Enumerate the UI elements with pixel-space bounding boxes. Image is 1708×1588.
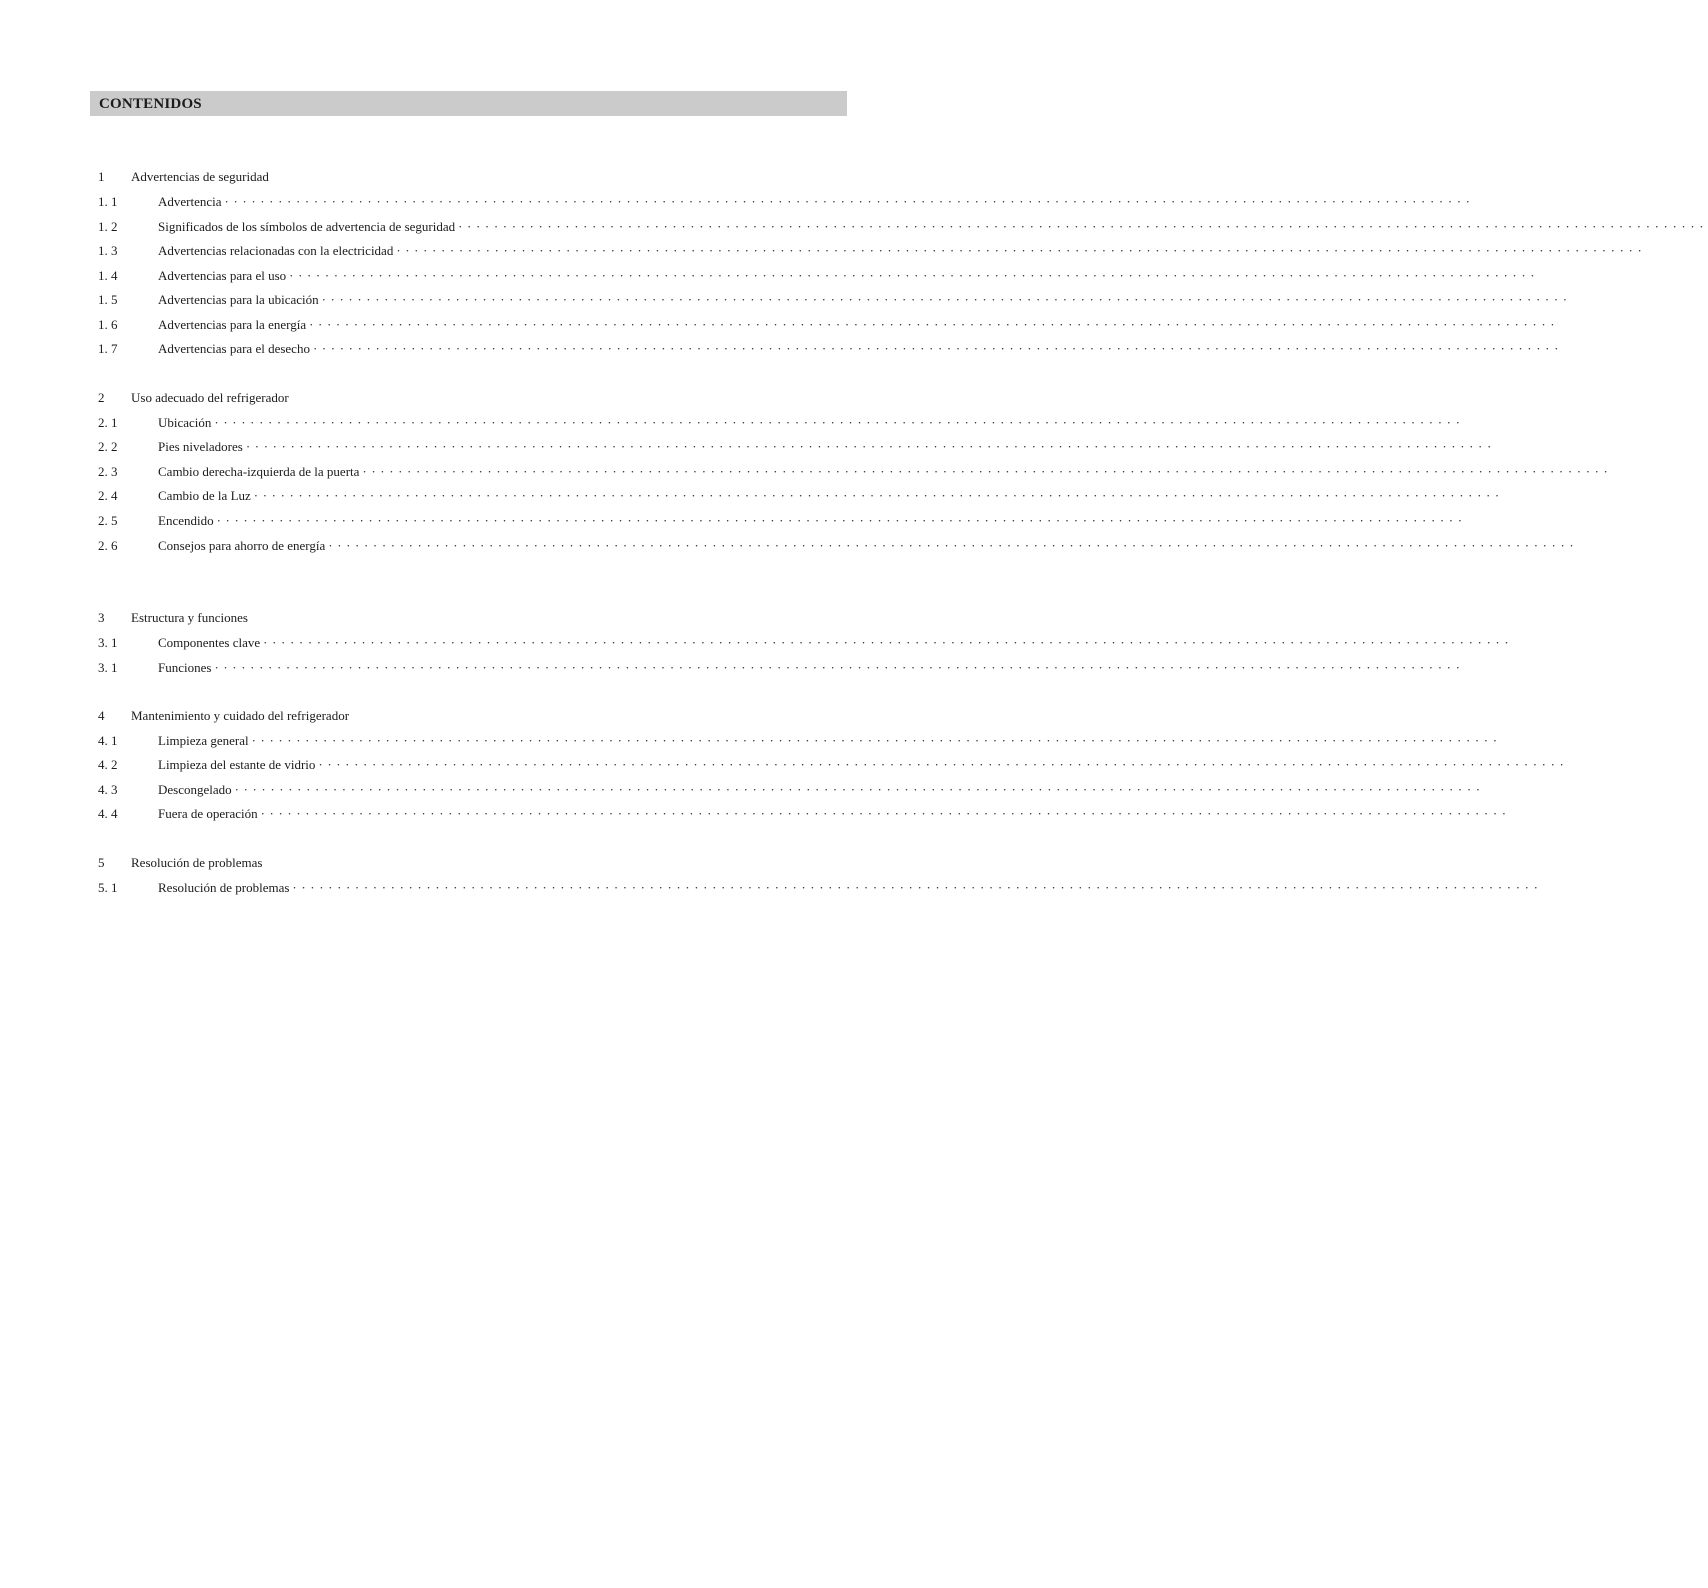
toc-entry-1-6[interactable] xyxy=(98,314,1560,334)
toc-entry-2-2[interactable] xyxy=(98,436,1496,456)
toc-entry-2-5[interactable] xyxy=(98,510,1467,530)
toc-entry-4-4[interactable] xyxy=(98,803,1511,823)
section-title: Estructura y funciones xyxy=(131,610,248,625)
dot-leader: ············································································································································ xyxy=(292,880,1543,895)
toc-entry-1-1[interactable] xyxy=(98,191,1475,211)
entry-label: Advertencias para el desecho xyxy=(158,341,310,356)
page-title: CONTENIDOS xyxy=(99,96,202,112)
toc-entry-3-1[interactable] xyxy=(98,632,1514,652)
toc-section-5[interactable] xyxy=(98,852,772,872)
toc-entry-4-3[interactable] xyxy=(98,779,1485,799)
section-title: Advertencias de seguridad xyxy=(131,169,269,184)
entry-number: 1. 6 xyxy=(98,317,118,332)
toc-entry-2-4[interactable] xyxy=(98,485,1504,505)
toc-entry-5-1[interactable] xyxy=(98,877,1543,897)
entry-label: Significados de los símbolos de advertencia de seguridad xyxy=(158,219,456,234)
dot-leader: ············································································································································ xyxy=(214,660,1465,675)
entry-number: 4. 1 xyxy=(98,733,118,748)
entry-number: 4. 2 xyxy=(98,757,118,772)
dot-leader: ············································································································································ xyxy=(234,782,1485,797)
entry-label: Advertencias para la energía xyxy=(158,317,307,332)
dot-leader: ············································································································································ xyxy=(289,268,1540,283)
entry-label: Ubicación xyxy=(158,415,212,430)
entry-label: Funciones xyxy=(158,660,212,675)
entry-number: 2. 5 xyxy=(98,513,118,528)
entry-label: Pies niveladores xyxy=(158,439,243,454)
section-number: 1 xyxy=(98,169,105,184)
entry-label: Advertencias para el uso xyxy=(158,268,287,283)
entry-number: 1. 7 xyxy=(98,341,118,356)
dot-leader: ············································································································································ xyxy=(396,243,1647,258)
toc-entry-4-1[interactable] xyxy=(98,730,1502,750)
toc-entry-1-5[interactable] xyxy=(98,289,1572,309)
section-title: Uso adecuado del refrigerador xyxy=(131,390,289,405)
toc-entry-3-2[interactable] xyxy=(98,657,1465,677)
entry-label: Limpieza general xyxy=(158,733,249,748)
toc-entry-2-6[interactable] xyxy=(98,535,1579,555)
entry-number: 1. 3 xyxy=(98,243,118,258)
dot-leader: ············································································································································ xyxy=(362,464,1613,479)
dot-leader: ············································································································································ xyxy=(216,513,1467,528)
dot-leader: ············································································································································ xyxy=(263,635,1514,650)
dot-leader: ············································································································································ xyxy=(253,488,1504,503)
section-number: 2 xyxy=(98,390,105,405)
entry-label: Cambio derecha-izquierda de la puerta xyxy=(158,464,360,479)
entry-label: Cambio de la Luz xyxy=(158,488,251,503)
dot-leader: ············································································································································ xyxy=(458,219,1708,234)
entry-number: 2. 2 xyxy=(98,439,118,454)
entry-number: 1. 4 xyxy=(98,268,118,283)
toc-entry-1-3[interactable] xyxy=(98,240,1647,260)
toc-entry-4-2[interactable] xyxy=(98,754,1569,774)
entry-number: 3. 1 xyxy=(98,660,118,675)
entry-label: Fuera de operación xyxy=(158,806,258,821)
entry-label: Resolución de problemas xyxy=(158,880,290,895)
toc-section-1[interactable] xyxy=(98,166,772,186)
toc-section-3[interactable] xyxy=(98,607,772,627)
entry-number: 1. 1 xyxy=(98,194,118,209)
section-title: Mantenimiento y cuidado del refrigerador xyxy=(131,708,350,723)
entry-label: Descongelado xyxy=(158,782,232,797)
dot-leader: ············································································································································ xyxy=(321,292,1572,307)
entry-number: 1. 2 xyxy=(98,219,118,234)
section-number: 4 xyxy=(98,708,105,723)
entry-label: Advertencia xyxy=(158,194,222,209)
toc-entry-2-1[interactable] xyxy=(98,412,1465,432)
entry-label: Advertencias relacionadas con la electricidad xyxy=(158,243,394,258)
entry-number: 1. 5 xyxy=(98,292,118,307)
entry-label: Encendido xyxy=(158,513,214,528)
entry-number: 4. 4 xyxy=(98,806,118,821)
toc-section-4[interactable] xyxy=(98,705,772,725)
dot-leader: ············································································································································ xyxy=(309,317,1560,332)
toc-entry-1-7[interactable] xyxy=(98,338,1564,358)
entry-number: 2. 6 xyxy=(98,538,118,553)
toc-entry-1-2[interactable] xyxy=(98,216,1708,236)
dot-leader: ············································································································································ xyxy=(328,538,1579,553)
entry-number: 2. 1 xyxy=(98,415,118,430)
dot-leader: ············································································································································ xyxy=(251,733,1502,748)
section-number: 5 xyxy=(98,855,105,870)
dot-leader: ············································································································································ xyxy=(318,757,1569,772)
entry-label: Limpieza del estante de vidrio xyxy=(158,757,316,772)
section-number: 3 xyxy=(98,610,105,625)
toc-section-2[interactable] xyxy=(98,387,772,407)
dot-leader: ············································································································································ xyxy=(245,439,1496,454)
entry-number: 4. 3 xyxy=(98,782,118,797)
entry-label: Consejos para ahorro de energía xyxy=(158,538,326,553)
dot-leader: ············································································································································ xyxy=(260,806,1511,821)
contents-header-bar xyxy=(90,91,847,116)
dot-leader: ············································································································································ xyxy=(214,415,1465,430)
entry-number: 3. 1 xyxy=(98,635,118,650)
entry-number: 2. 4 xyxy=(98,488,118,503)
entry-number: 5. 1 xyxy=(98,880,118,895)
dot-leader: ············································································································································ xyxy=(312,341,1564,356)
entry-label: Advertencias para la ubicación xyxy=(158,292,319,307)
section-title: Resolución de problemas xyxy=(131,855,263,870)
entry-label: Componentes clave xyxy=(158,635,261,650)
toc-entry-1-4[interactable] xyxy=(98,265,1540,285)
entry-number: 2. 3 xyxy=(98,464,118,479)
toc-entry-2-3[interactable] xyxy=(98,461,1613,481)
dot-leader: ············································································································································ xyxy=(224,194,1475,209)
